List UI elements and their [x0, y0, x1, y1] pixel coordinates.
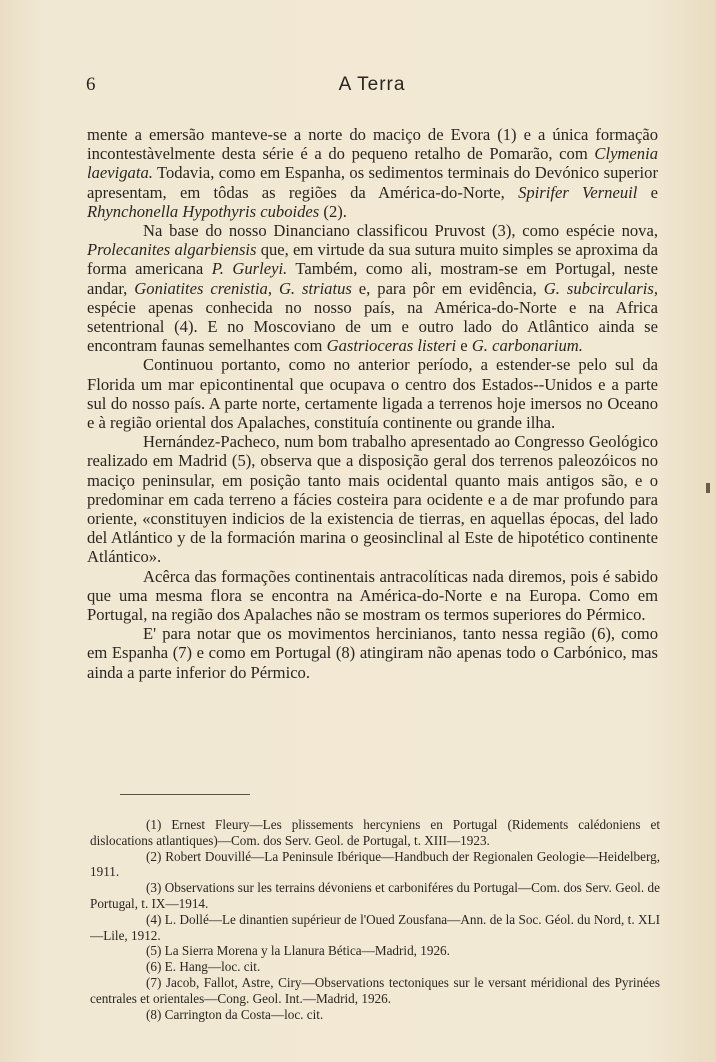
footnote: (8) Carrington da Costa—loc. cit.: [146, 1006, 324, 1022]
page-number: 6: [86, 74, 96, 95]
page-edge-mark: [706, 483, 710, 493]
footnote: (1) Ernest Fleury—Les plissements hercyniens en Portugal (Ridements calédoniens et dislocations atlantiques)—Com. dos Serv. Geol. de Portugal, t. XIII—1923.: [90, 817, 660, 848]
footnotes: [90, 817, 660, 1022]
footnote: (6) E. Hang—loc. cit.: [146, 959, 261, 975]
paragraph: [87, 355, 658, 432]
running-title: A Terra: [338, 74, 406, 95]
paragraph: [87, 221, 658, 355]
text-run: e: [637, 182, 658, 202]
paragraph: [87, 432, 658, 566]
italic-taxon-name: Gastrioceras listeri: [326, 336, 457, 356]
paragraph: [87, 624, 658, 682]
text-run: que, em virtude da sua sutura muito simples se aproxima da forma americana: [87, 240, 658, 279]
paragraph: [87, 567, 658, 625]
footnote: (2) Robert Douvillé—La Peninsule Ibérique—Handbuch der Regionalen Geologie—Heidelberg, 1911.: [90, 848, 660, 880]
italic-taxon-name: Rhynchonella Hypothyris cuboides: [87, 201, 320, 221]
page-header: [86, 74, 658, 100]
paragraph: [87, 125, 658, 221]
footnote: (3) Observations sur les terrains dévoniens et carboniféres du Portugal—Com. dos Serv. Geol. de Portugal, t. IX—1914.: [90, 880, 660, 911]
text-run: Na base do nosso Dinanciano classificou Pruvost (3), como espécie nova,: [143, 221, 658, 241]
footnote: (7) Jacob, Fallot, Astre, Ciry—Observations tectoniques sur le versant méridional des Pyrinées centrales et orientales—Cong. Geol. Int.—Madrid, 1926.: [90, 974, 660, 1006]
italic-taxon-name: P. Gurleyi.: [211, 259, 288, 279]
text-run: Hernández-Pacheco, num bom trabalho apresentado ao Congresso Geológico realizado em Madrid (5), observa que a disposição geral dos terrenos paleozóicos no maciço peninsular, em posição tanto mais ocidental quanto mais antigos são, e o predominar em cada terreno a fácies costeira para ocidente e a de mar profundo para oriente, «constituyen indicios de la existencia de tierras, en aquellas épocas, del lado del Atlántico y de la formación marina o geosinclinal al Este de hipotético continente Atlántico».: [87, 432, 658, 567]
italic-taxon-name: Clymenia laevigata.: [87, 144, 658, 183]
text-run: Todavia, como em Espanha, os sedimentos terminais do Devónico superior apresentam, em tôdas as regiões da América-do-Norte,: [87, 163, 658, 202]
text-run: e, para pôr em evidência,: [351, 278, 544, 298]
footnote-separator: [120, 794, 250, 795]
italic-taxon-name: G. carbonarium.: [471, 336, 583, 356]
text-run: (2).: [319, 201, 347, 221]
text-run: Também, como ali, mostram-se em Portugal, neste andar,: [87, 259, 658, 298]
footnote: (5) La Sierra Morena y la Llanura Bética—Madrid, 1926.: [146, 943, 450, 959]
text-run: E' para notar que os movimentos hercinianos, tanto nessa região (6), como em Espanha (7) e como em Portugal (8) atingiram não apenas todo o Carbónico, mas ainda a parte inferior do Pérmico.: [87, 624, 658, 682]
text-run: mente a emersão manteve-se a norte do maciço de Evora (1) e a única formação incontestàvelmente desta série é a do pequeno retalho de Pomarão, com: [87, 125, 658, 164]
text-run: espécie apenas conhecida no nosso país, na América-do-Norte e na Africa setentrional (4). E no Moscoviano de um e outro lado do Atlântico ainda se encontram faunas semelhantes com: [87, 297, 658, 356]
body-text: [87, 125, 658, 682]
text-run: e: [456, 336, 472, 356]
italic-taxon-name: G. subcircularis,: [543, 278, 658, 298]
footnote: (4) L. Dollé—Le dinantien supérieur de l'Oued Zousfana—Ann. de la Soc. Géol. du Nord, t. XLI—Lile, 1912.: [90, 911, 660, 943]
text-run: Acêrca das formações continentais antracolíticas nada diremos, pois é sabido que uma mesma flora se encontra na América-do-Norte e na Europa. Como em Portugal, na região dos Apalaches não se mostram os termos superiores do Pérmico.: [87, 566, 658, 625]
text-run: Continuou portanto, como no anterior período, a estender-se pelo sul da Florida um mar epicontinental que ocupava o centro dos Estados--Unidos e a parte sul do nosso país. A parte norte, certamente ligada a terrenos hoje imersos no Oceano e à região oriental dos Apalaches, constituía continente ou grande ilha.: [87, 355, 658, 433]
italic-taxon-name: Prolecanites algarbiensis: [87, 240, 257, 260]
italic-taxon-name: Goniatites crenistia, G. striatus: [134, 278, 352, 298]
italic-taxon-name: Spirifer Verneuil: [518, 182, 638, 202]
